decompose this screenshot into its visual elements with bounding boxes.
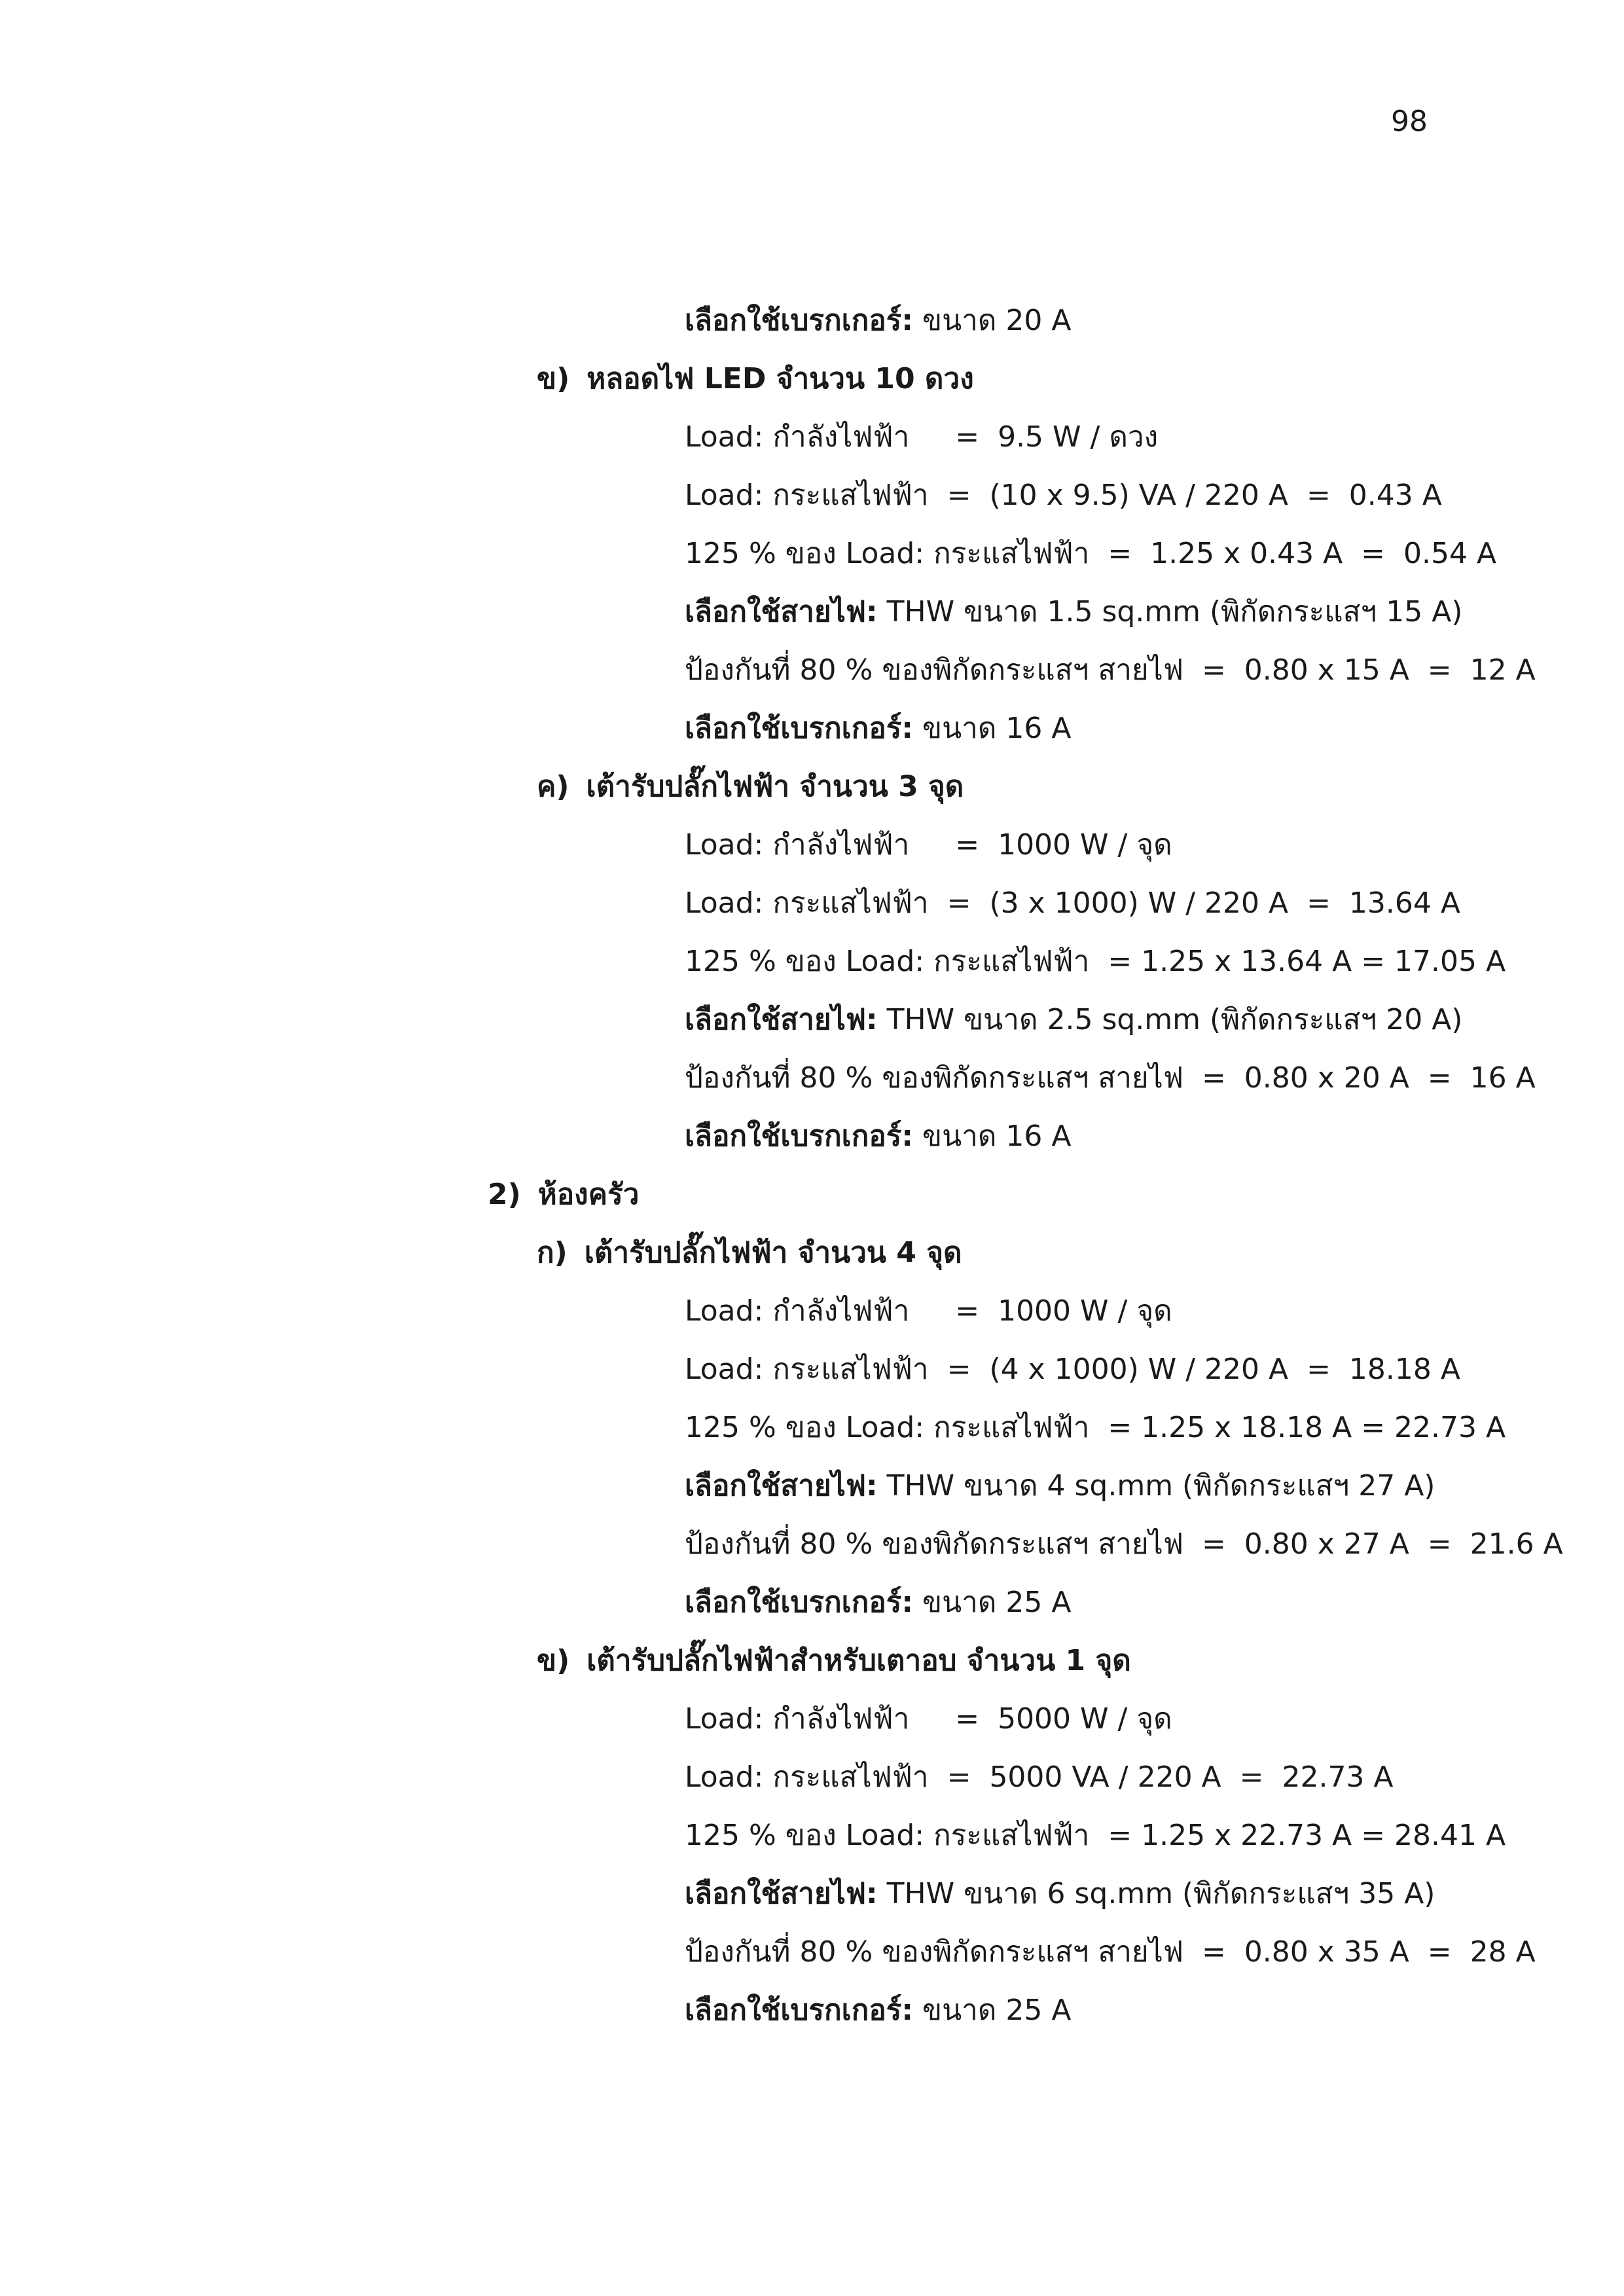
selection-label: เลือกใช้สายไฟ: xyxy=(685,595,878,629)
calculation-line xyxy=(685,826,1172,865)
line-text: THW ขนาด 2.5 sq.mm (พิกัดกระแสฯ 20 A) xyxy=(877,1003,1463,1036)
line-text: Load: กำลังไฟฟ้า = 1000 W / จุด xyxy=(685,828,1172,862)
selection-line xyxy=(685,592,1462,632)
line-text: ขนาด 25 A xyxy=(913,1586,1072,1619)
selection-line xyxy=(685,1583,1071,1622)
subsection-heading xyxy=(537,1641,1131,1681)
selection-label: เลือกใช้สายไฟ: xyxy=(685,1877,878,1910)
line-text: 125 % ของ Load: กระแสไฟฟ้า = 1.25 x 0.43 A = 0.54 A xyxy=(685,537,1497,570)
line-text: ขนาด 16 A xyxy=(913,1120,1072,1153)
calculation-line xyxy=(685,1758,1394,1797)
line-text: 125 % ของ Load: กระแสไฟฟ้า = 1.25 x 13.64 A = 17.05 A xyxy=(685,945,1506,978)
calculation-line xyxy=(685,942,1506,981)
calculation-line xyxy=(685,1525,1563,1564)
selection-line xyxy=(685,1874,1435,1914)
calculation-line xyxy=(685,534,1496,574)
line-text: THW ขนาด 6 sq.mm (พิกัดกระแสฯ 35 A) xyxy=(877,1877,1435,1910)
item-label: ข) xyxy=(537,362,570,395)
subsection-heading xyxy=(537,1233,962,1273)
selection-label: เลือกใช้เบรกเกอร์: xyxy=(685,1120,913,1153)
subsection-heading xyxy=(537,767,964,807)
selection-label: เลือกใช้เบรกเกอร์: xyxy=(685,712,913,745)
calculation-line xyxy=(685,418,1158,457)
calculation-line xyxy=(685,884,1460,923)
heading-text: หลอดไฟ LED จำนวน 10 ดวง xyxy=(586,362,974,395)
line-text: THW ขนาด 4 sq.mm (พิกัดกระแสฯ 27 A) xyxy=(877,1469,1435,1503)
line-text: ป้องกันที่ 80 % ของพิกัดกระแสฯ สายไฟ = 0.80 x 15 A = 12 A xyxy=(685,653,1536,687)
calculation-line xyxy=(685,1350,1460,1389)
calculation-line xyxy=(685,1292,1172,1331)
selection-line xyxy=(685,1991,1071,2030)
selection-line xyxy=(685,1117,1071,1156)
calculation-line xyxy=(685,1933,1536,1972)
line-text: THW ขนาด 1.5 sq.mm (พิกัดกระแสฯ 15 A) xyxy=(877,595,1463,629)
heading-text: ห้องครัว xyxy=(537,1178,640,1211)
section-heading xyxy=(488,1175,639,1214)
line-text: Load: กำลังไฟฟ้า = 1000 W / จุด xyxy=(685,1294,1172,1328)
selection-label: เลือกใช้เบรกเกอร์: xyxy=(685,304,913,337)
selection-line xyxy=(685,709,1071,748)
item-label: ก) xyxy=(537,1236,568,1269)
line-text: ป้องกันที่ 80 % ของพิกัดกระแสฯ สายไฟ = 0.80 x 20 A = 16 A xyxy=(685,1061,1536,1095)
selection-line xyxy=(685,1000,1462,1040)
calculation-line xyxy=(685,1700,1172,1739)
calculation-line xyxy=(685,1816,1506,1855)
line-text: Load: กำลังไฟฟ้า = 5000 W / จุด xyxy=(685,1702,1172,1736)
line-text: ป้องกันที่ 80 % ของพิกัดกระแสฯ สายไฟ = 0.80 x 27 A = 21.6 A xyxy=(685,1527,1563,1561)
item-label: ข) xyxy=(537,1644,570,1677)
page-number: 98 xyxy=(1391,105,1428,138)
line-text: Load: กระแสไฟฟ้า = (10 x 9.5) VA / 220 A = 0.43 A xyxy=(685,479,1442,512)
line-text: ขนาด 20 A xyxy=(913,304,1072,337)
item-label: 2) xyxy=(488,1178,521,1211)
selection-label: เลือกใช้สายไฟ: xyxy=(685,1469,878,1503)
selection-label: เลือกใช้สายไฟ: xyxy=(685,1003,878,1036)
line-text: ป้องกันที่ 80 % ของพิกัดกระแสฯ สายไฟ = 0.80 x 35 A = 28 A xyxy=(685,1935,1536,1969)
line-text: 125 % ของ Load: กระแสไฟฟ้า = 1.25 x 18.18 A = 22.73 A xyxy=(685,1411,1506,1444)
line-text: ขนาด 25 A xyxy=(913,1994,1072,2027)
calculation-line xyxy=(685,651,1536,690)
item-label: ค) xyxy=(537,770,569,803)
calculation-line xyxy=(685,1408,1506,1448)
heading-text: เต้ารับปลั๊กไฟฟ้าสำหรับเตาอบ จำนวน 1 จุด xyxy=(586,1644,1131,1677)
line-text: Load: กระแสไฟฟ้า = (4 x 1000) W / 220 A = 18.18 A xyxy=(685,1353,1460,1386)
subsection-heading xyxy=(537,359,974,399)
heading-text: เต้ารับปลั๊กไฟฟ้า จำนวน 3 จุด xyxy=(586,770,964,803)
selection-line xyxy=(685,301,1071,340)
heading-text: เต้ารับปลั๊กไฟฟ้า จำนวน 4 จุด xyxy=(584,1236,962,1269)
line-text: Load: กระแสไฟฟ้า = (3 x 1000) W / 220 A = 13.64 A xyxy=(685,886,1460,920)
selection-label: เลือกใช้เบรกเกอร์: xyxy=(685,1994,913,2027)
calculation-line xyxy=(685,1059,1536,1098)
selection-label: เลือกใช้เบรกเกอร์: xyxy=(685,1586,913,1619)
line-text: ขนาด 16 A xyxy=(913,712,1072,745)
selection-line xyxy=(685,1467,1435,1506)
line-text: 125 % ของ Load: กระแสไฟฟ้า = 1.25 x 22.73 A = 28.41 A xyxy=(685,1819,1506,1852)
line-text: Load: กระแสไฟฟ้า = 5000 VA / 220 A = 22.73 A xyxy=(685,1760,1394,1794)
line-text: Load: กำลังไฟฟ้า = 9.5 W / ดวง xyxy=(685,420,1159,454)
calculation-line xyxy=(685,476,1442,515)
